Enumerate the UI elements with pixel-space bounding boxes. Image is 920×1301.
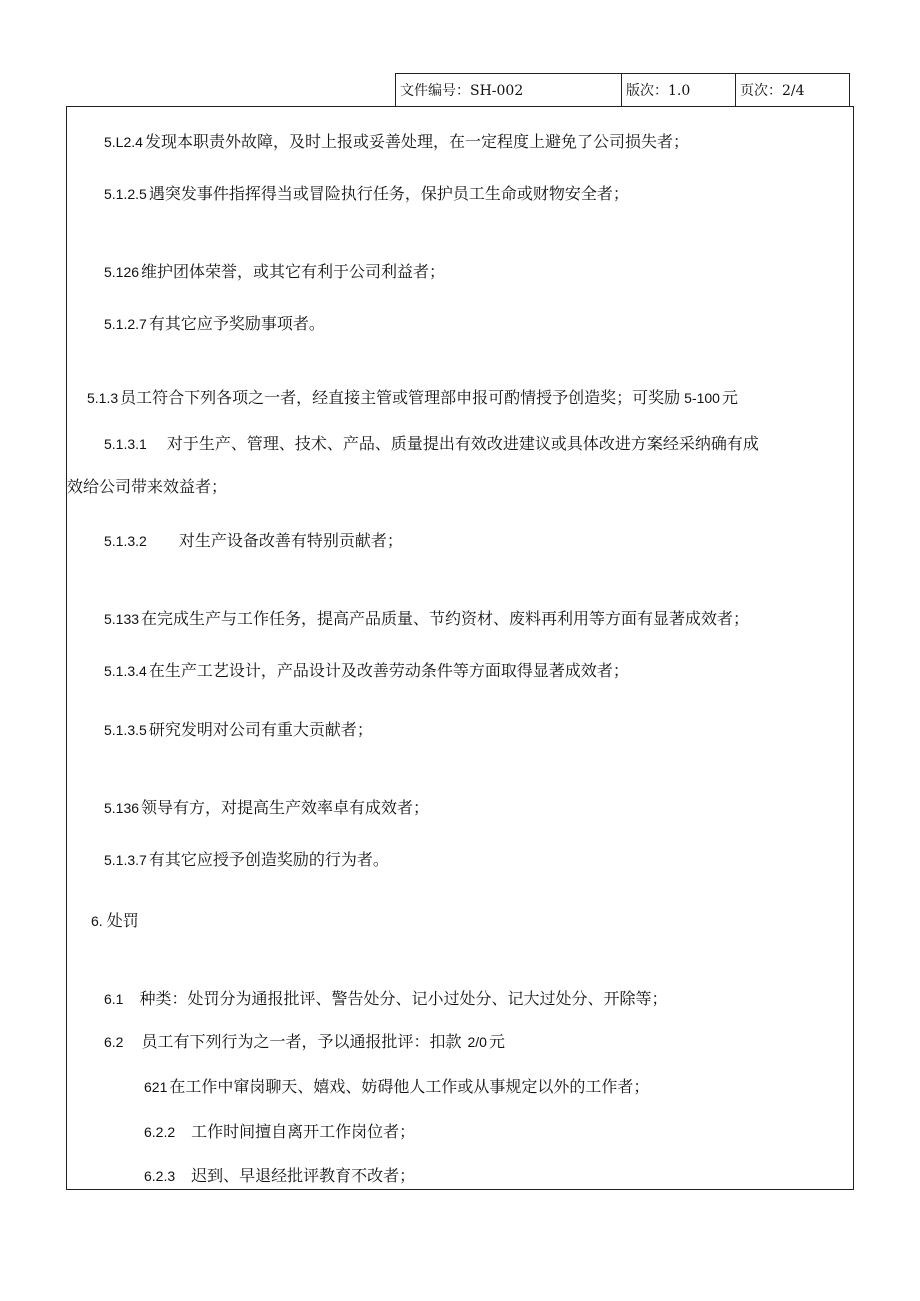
- clause-5-1-3-7: [104, 850, 389, 870]
- clause-6-2-2: [144, 1122, 415, 1142]
- clause-5-1-3-1-continued: [67, 477, 227, 497]
- award-unit: 元: [721, 388, 738, 407]
- clause-text: 员工有下列行为之一者，予以通报批评：扣款: [141, 1032, 462, 1051]
- clause-number: 5.1.3.7: [104, 852, 147, 868]
- award-amount: 5-100: [684, 390, 720, 406]
- clause-text: 工作时间擅自离开工作岗位者；: [191, 1122, 416, 1141]
- clause-6-1: [104, 989, 667, 1009]
- clause-5-1-3-3: [104, 609, 749, 629]
- document-header-table: [395, 73, 850, 107]
- clause-text: 有其它应授予创造奖励的行为者。: [148, 850, 389, 869]
- clause-5-1-2-6: [104, 262, 445, 282]
- clause-5-1-3-2: [104, 531, 403, 551]
- clause-number: 6.1: [104, 991, 124, 1007]
- version-cell: 版次：1.0: [621, 74, 735, 106]
- clause-number: 5.126: [104, 264, 140, 280]
- clause-text: 有其它应予奖励事项者。: [148, 314, 325, 333]
- clause-number: 5.1.3.5: [104, 722, 147, 738]
- clause-text: 在完成生产与工作任务，提高产品质量、节约资材、废料再利用等方面有显著成效者；: [141, 609, 750, 628]
- clause-text: 在生产工艺设计，产品设计及改善劳动条件等方面取得显著成效者；: [148, 661, 629, 680]
- clause-number: 6.2: [104, 1034, 124, 1050]
- clause-number: 5.L2.4: [104, 134, 143, 150]
- clause-number: 621: [144, 1079, 168, 1095]
- clause-6-2-3: [144, 1166, 415, 1186]
- fine-unit: 元: [488, 1032, 505, 1051]
- section-number: 6.: [91, 913, 103, 929]
- clause-number: 5.136: [104, 800, 140, 816]
- clause-5-1-3-4: [104, 661, 629, 681]
- clause-5-1-3-5: [104, 720, 373, 740]
- clause-text-continued: 效给公司带来效益者；: [67, 477, 228, 496]
- clause-number: 5.1.3.1: [104, 436, 147, 452]
- clause-5-1-3-1: [104, 434, 759, 454]
- doc-number-cell: 文件编号：SH-002: [400, 83, 524, 99]
- clause-number: 5.1.2.5: [104, 186, 147, 202]
- clause-5-1-2-5: [104, 184, 629, 204]
- clause-5-1-2-7: [104, 314, 325, 334]
- clause-number: 5.1.3: [87, 390, 119, 406]
- fine-amount: 2/0: [467, 1034, 487, 1050]
- clause-text: 发现本职责外故障，及时上报或妥善处理，在一定程度上避免了公司损失者；: [144, 132, 689, 151]
- clause-number: 6.2.3: [144, 1168, 176, 1184]
- clause-text: 对于生产、管理、技术、产品、质量提出有效改进建议或具体改进方案经采纳确有成: [166, 434, 759, 453]
- clause-number: 5.1.3.2: [104, 533, 147, 549]
- clause-text: 员工符合下列各项之一者，经直接主管或管理部申报可酌情授予创造奖；可奖励: [120, 388, 681, 407]
- section-6-heading: [91, 911, 139, 931]
- clause-6-2-1: [144, 1077, 649, 1097]
- clause-text: 在工作中窜岗聊天、嬉戏、妨碍他人工作或从事规定以外的工作者；: [169, 1077, 650, 1096]
- clause-5-1-2-4: [104, 132, 689, 152]
- document-body: [66, 106, 854, 1190]
- clause-text: 维护团体荣誉，或其它有利于公司利益者；: [141, 262, 446, 281]
- clause-number: 5.1.3.4: [104, 663, 147, 679]
- clause-text: 遇突发事件指挥得当或冒险执行任务，保护员工生命或财物安全者；: [148, 184, 629, 203]
- clause-text: 种类：处罚分为通报批评、警告处分、记小过处分、记大过处分、开除等；: [139, 989, 668, 1008]
- section-title: 处罚: [106, 911, 139, 930]
- clause-5-1-3: [87, 388, 738, 408]
- clause-number: 5.133: [104, 611, 140, 627]
- clause-text: 迟到、早退经批评教育不改者；: [191, 1166, 416, 1185]
- clause-text: 领导有方，对提高生产效率卓有成效者；: [141, 798, 430, 817]
- clause-text: 研究发明对公司有重大贡献者；: [148, 720, 373, 739]
- clause-5-1-3-6: [104, 798, 429, 818]
- clause-number: 6.2.2: [144, 1124, 176, 1140]
- page-number-cell: 页次：2/4: [735, 74, 849, 106]
- clause-number: 5.1.2.7: [104, 316, 147, 332]
- clause-text: 对生产设备改善有特别贡献者；: [178, 531, 403, 550]
- clause-6-2: [104, 1032, 505, 1052]
